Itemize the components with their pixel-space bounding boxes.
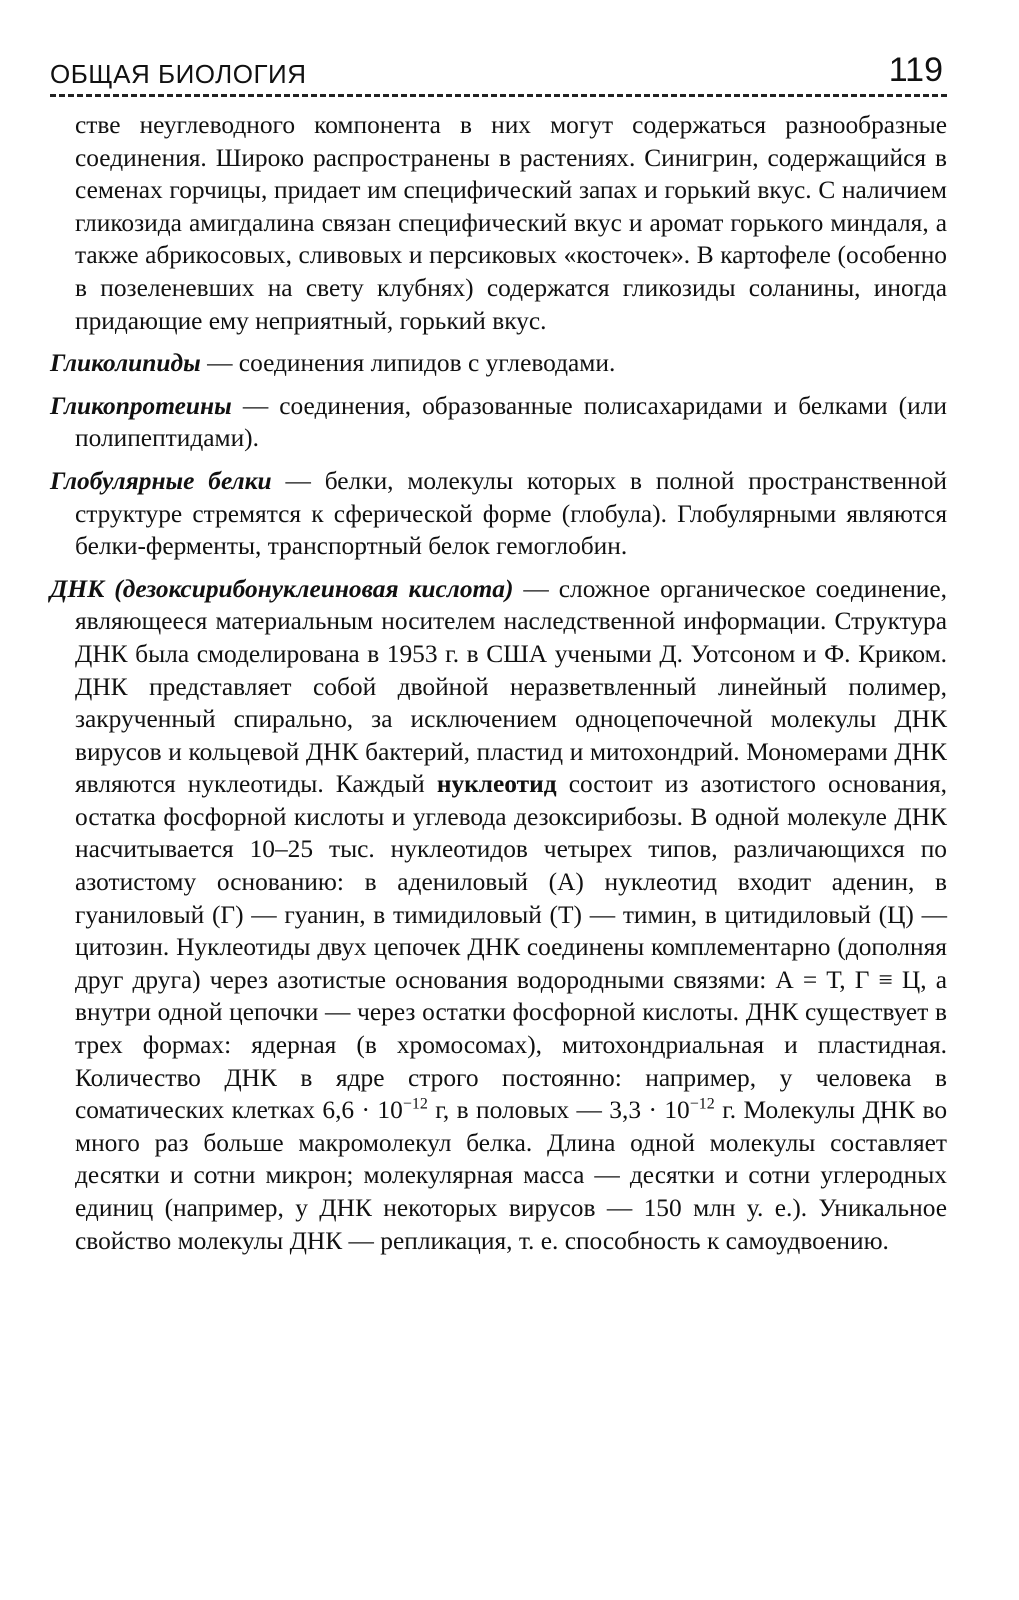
entry-term: Глобулярные белки: [50, 466, 272, 495]
entry-definition: — белки, молекулы которых в полной пространственной структуре стремятся к сферической форме (глобула). Глобулярными являются белки-ферменты, транспортный белок гемоглобин.: [75, 466, 947, 561]
entry-term: ДНК (дезоксирибонуклеиновая кислота): [50, 574, 514, 603]
exponent: −12: [689, 1095, 715, 1113]
entry-definition-part: г. Молекулы ДНК во много раз больше макромолекул белка. Длина одной молекулы составляет десятки и сотни микрон; молекулярная масса — десятки и сотни углеродных единиц (например, у ДНК некоторых вирусов — 150 млн у. е.). Уникальное свойство молекулы ДНК — репликация, т. е. способность к самоудвоению.: [75, 1096, 948, 1255]
page-number: 119: [888, 51, 943, 89]
bold-keyword: нуклеотид: [436, 770, 557, 799]
entry-globular-proteins: [50, 465, 947, 563]
entry-definition: — соединения липидов с углеводами.: [200, 349, 616, 378]
entry-glycoproteins: [50, 390, 947, 455]
document-page: [50, 40, 947, 1267]
entry-term: Гликолипиды: [50, 349, 201, 378]
entry-definition-part: — сложное органическое соединение, являющееся материальным носителем наследственной информации. Структура ДНК была смоделирована в 1953 г. в США учеными Д. Уотсоном и Ф. Криком. ДНК представляет собой двойной неразветвленный линейный полимер, закрученный спирально, за исключением одноцепочечной молекулы ДНК вирусов и кольцевой ДНК бактерий, пластид и митохондрий. Мономерами ДНК являются нуклеотиды. Каждый: [75, 574, 947, 799]
entry-dna: [50, 573, 947, 1257]
entry-term: Гликопротеины: [50, 391, 232, 420]
continuation-paragraph: стве неуглеводного компонента в них могут содержаться разнообразные соединения. Широко распространены в растениях. Синигрин, содержащийся в семенах горчицы, придает им специфический запах и горький вкус. С наличием гликозида амигдалина связан специфический вкус и аромат горького миндаля, а также абрикосовых, сливовых и персиковых «косточек». В картофеле (особенно в позеленевших на свету клубнях) содержатся гликозиды соланины, иногда придающие ему неприятный, горький вкус.: [75, 111, 947, 335]
section-title: ОБЩАЯ БИОЛОГИЯ: [50, 59, 307, 89]
entry-definition-part: состоит из азотистого основания, остатка фосфорной кислоты и углевода дезоксирибозы. В одной молекуле ДНК насчитывается 10–25 тыс. нуклеотидов четырех типов, различающихся по азотистому основанию: в адениловый (А) нуклеотид входит аденин, в гуаниловый (Г) — гуанин, в тимидиловый (Т) — тимин, в цитидиловый (Ц) — цитозин. Нуклеотиды двух цепочек ДНК соединены комплементарно (дополняя друг друга) через азотистые основания водородными связями: А = Т, Г ≡ Ц, а внутри одной цепочки — через остатки фосфорной кислоты. ДНК существует в трех формах: ядерная (в хромосомах), митохондриальная и пластидная. Количество ДНК в ядре строго постоянно: например, у человека в соматических клетках 6,6 · 10: [75, 770, 948, 1125]
body-text: [50, 109, 947, 1257]
entry-definition-part: г, в половых — 3,3 · 10: [427, 1096, 690, 1125]
exponent: −12: [402, 1095, 428, 1113]
entry-glycolipids: [50, 347, 947, 380]
entry-definition: — соединения, образованные полисахаридами и белками (или полипептидами).: [75, 391, 947, 453]
page-header: [50, 40, 947, 97]
